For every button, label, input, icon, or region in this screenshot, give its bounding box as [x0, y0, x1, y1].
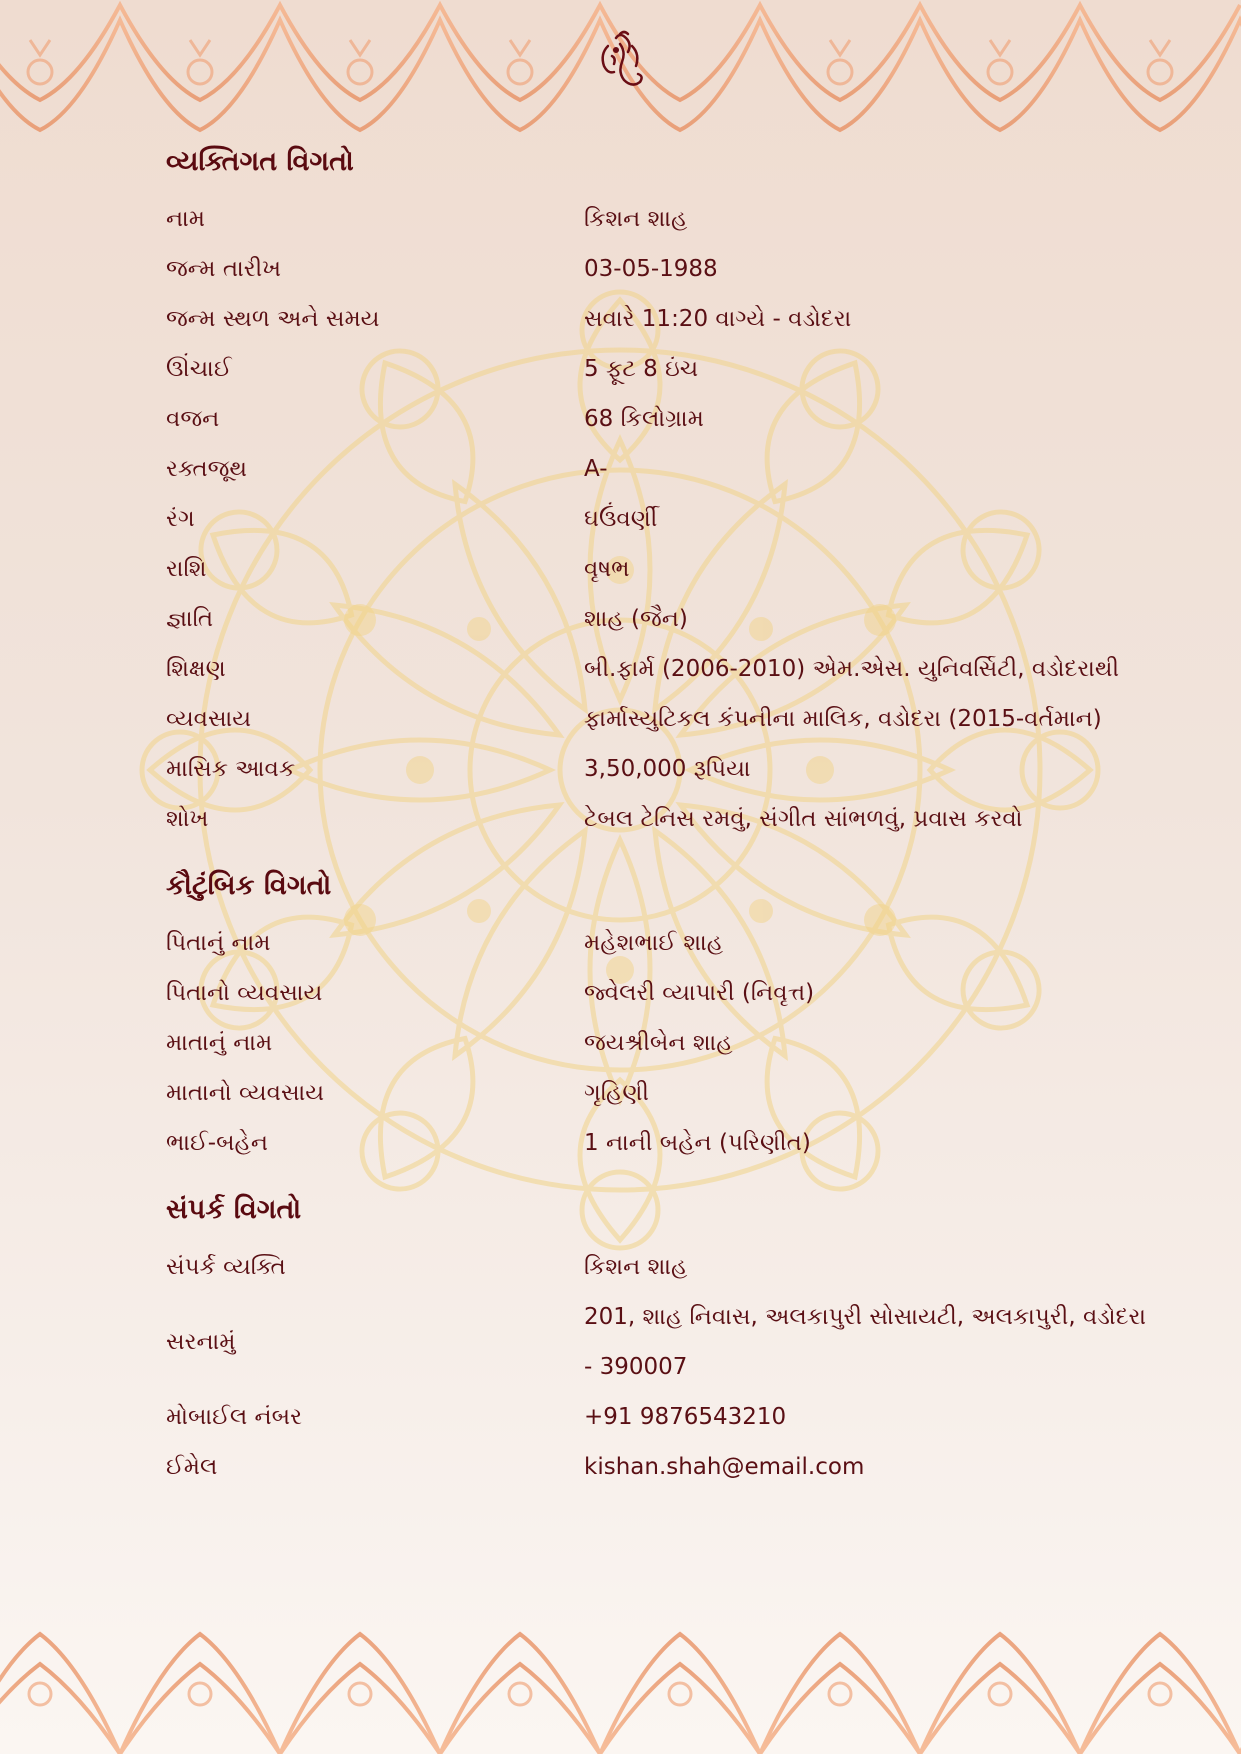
- row-label: રંગ: [166, 506, 195, 532]
- row-label: પિતાનો વ્યવસાય: [166, 980, 323, 1006]
- row-label: ભાઈ-બહેન: [166, 1130, 269, 1156]
- row-label: સંપર્ક વ્યક્તિ: [166, 1254, 286, 1280]
- row-value: શાહ (જૈન): [584, 606, 688, 632]
- biodata-content: [166, 140, 1156, 1492]
- detail-row: [166, 394, 1156, 444]
- row-value: 3,50,000 રૂપિયા: [584, 756, 751, 782]
- row-value: +91 9876543210: [584, 1404, 787, 1430]
- row-label: પિતાનું નામ: [166, 930, 271, 956]
- row-label: વ્યવસાય: [166, 706, 252, 732]
- row-value: વૃષભ: [584, 556, 630, 582]
- row-value: 68 કિલોગ્રામ: [584, 406, 704, 432]
- contact-details: [166, 1242, 1156, 1492]
- row-value: બી.ફાર્મ (2006-2010) એમ.એસ. યુનિવર્સિટી, વડોદરાથી: [584, 656, 1120, 682]
- detail-row: [166, 744, 1156, 794]
- section-title-contact: સંપર્ક વિગતો: [166, 1194, 302, 1225]
- row-value: 201, શાહ નિવાસ, અલકાપુરી સોસાયટી, અલકાપુરી, વડોદરા - 390007: [584, 1304, 1147, 1380]
- row-label: વજન: [166, 406, 220, 432]
- row-label: રક્તજૂથ: [166, 456, 248, 482]
- detail-row: [166, 1118, 1156, 1168]
- row-value: A-: [584, 456, 608, 482]
- family-details: [166, 918, 1156, 1168]
- detail-row: [166, 294, 1156, 344]
- row-value: ઘઉંવર્ણી: [584, 506, 658, 532]
- detail-row: [166, 444, 1156, 494]
- row-value: ફાર્માસ્યુટિકલ કંપનીના માલિક, વડોદરા (2015-વર્તમાન): [584, 706, 1102, 732]
- detail-row: [166, 494, 1156, 544]
- row-label: શોખ: [166, 806, 209, 832]
- detail-row: [166, 344, 1156, 394]
- detail-row: [166, 1018, 1156, 1068]
- row-value: ટેબલ ટેનિસ રમવું, સંગીત સાંભળવું, પ્રવાસ કરવો: [584, 806, 1023, 832]
- detail-row: [166, 1442, 1156, 1492]
- row-label: માતાનું નામ: [166, 1030, 273, 1056]
- detail-row: [166, 918, 1156, 968]
- section-title-family: કૌટુંબિક વિગતો: [166, 870, 332, 901]
- row-value: જ્વેલરી વ્યાપારી (નિવૃત્ત): [584, 980, 815, 1006]
- row-label: રાશિ: [166, 556, 207, 582]
- row-value: 1 નાની બહેન (પરિણીત): [584, 1130, 811, 1156]
- detail-row: [166, 594, 1156, 644]
- ganesha-icon: [590, 28, 650, 96]
- row-value: મહેશભાઈ શાહ: [584, 930, 724, 956]
- row-value: ગૃહિણી: [584, 1080, 649, 1106]
- row-value: 03-05-1988: [584, 256, 718, 282]
- row-label: જન્મ તારીખ: [166, 256, 282, 282]
- section-title-personal: વ્યક્તિગત વિગતો: [166, 146, 354, 177]
- detail-row: [166, 1242, 1156, 1292]
- row-value: સવારે 11:20 વાગ્યે - વડોદરા: [584, 306, 852, 332]
- detail-row: [166, 1292, 1156, 1392]
- row-value: 5 ફૂટ 8 ઇંચ: [584, 356, 699, 382]
- row-value: કિશન શાહ: [584, 206, 688, 232]
- row-label: જ્ઞાતિ: [166, 606, 214, 632]
- detail-row: [166, 694, 1156, 744]
- bottom-ornamental-border: [0, 1624, 1241, 1754]
- detail-row: [166, 644, 1156, 694]
- personal-details: [166, 194, 1156, 844]
- row-value: જયશ્રીબેન શાહ: [584, 1030, 733, 1056]
- row-label: જન્મ સ્થળ અને સમય: [166, 306, 380, 332]
- row-label: માતાનો વ્યવસાય: [166, 1080, 325, 1106]
- row-label: સરનામું: [166, 1329, 236, 1355]
- detail-row: [166, 544, 1156, 594]
- detail-row: [166, 968, 1156, 1018]
- row-label: ઈમેલ: [166, 1454, 218, 1480]
- row-label: મોબાઈલ નંબર: [166, 1404, 303, 1430]
- row-label: નામ: [166, 206, 206, 232]
- row-label: માસિક આવક: [166, 756, 296, 782]
- detail-row: [166, 794, 1156, 844]
- row-label: ઊંચાઈ: [166, 356, 232, 382]
- row-label: શિક્ષણ: [166, 656, 226, 682]
- detail-row: [166, 1392, 1156, 1442]
- row-value: કિશન શાહ: [584, 1254, 688, 1280]
- detail-row: [166, 194, 1156, 244]
- detail-row: [166, 244, 1156, 294]
- detail-row: [166, 1068, 1156, 1118]
- row-value: kishan.shah@email.com: [584, 1454, 865, 1480]
